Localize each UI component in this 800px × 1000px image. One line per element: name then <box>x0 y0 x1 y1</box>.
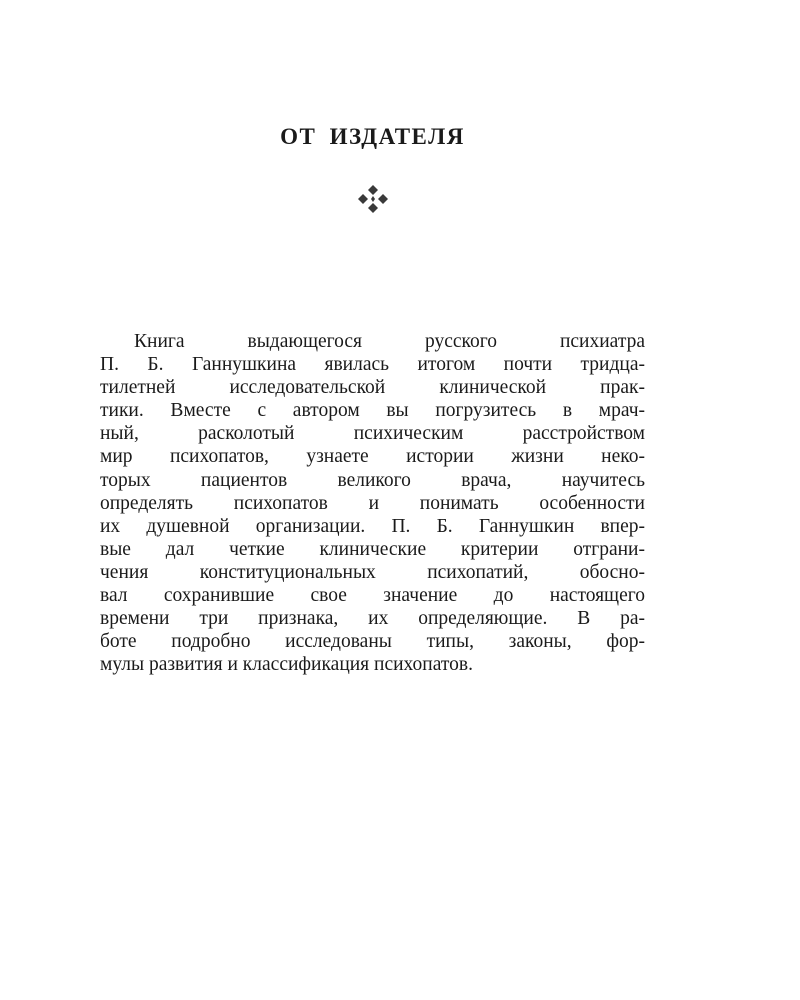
paragraph-line: их душевной организации. П. Б. Ганнушкин впер- <box>100 515 645 537</box>
paragraph-line: чения конституциональных психопатий, обосно- <box>100 561 645 583</box>
paragraph-line: вые дал четкие клинические критерии отграни- <box>100 538 645 560</box>
paragraph-line: вал сохранившие свое значение до настоящего <box>100 585 645 607</box>
paragraph-line: П. Б. Ганнушкина явилась итогом почти тридца- <box>100 354 645 376</box>
paragraph-line: ный, расколотый психическим расстройством <box>100 423 645 445</box>
paragraph-line: определять психопатов и понимать особенности <box>100 492 645 514</box>
paragraph-line: боте подробно исследованы типы, законы, фор- <box>100 631 645 653</box>
paragraph-line: тилетней исследовательской клинической прак- <box>100 377 645 399</box>
four-diamond-ornament-icon <box>356 184 390 214</box>
paragraph-line: времени три признака, их определяющие. В ра- <box>100 608 645 630</box>
paragraph-line: Книга выдающегося русского психиатра <box>134 331 645 352</box>
page-title: ОТ ИЗДАТЕЛЯ <box>280 124 465 149</box>
paragraph-line: мулы развития и классификация психопатов. <box>100 654 473 676</box>
paragraph-line: мир психопатов, узнаете истории жизни неко- <box>100 446 645 468</box>
paragraph-line: тики. Вместе с автором вы погрузитесь в мрач- <box>100 400 645 422</box>
paragraph-line: торых пациентов великого врача, научитесь <box>100 469 645 491</box>
publisher-note-paragraph <box>100 330 645 676</box>
